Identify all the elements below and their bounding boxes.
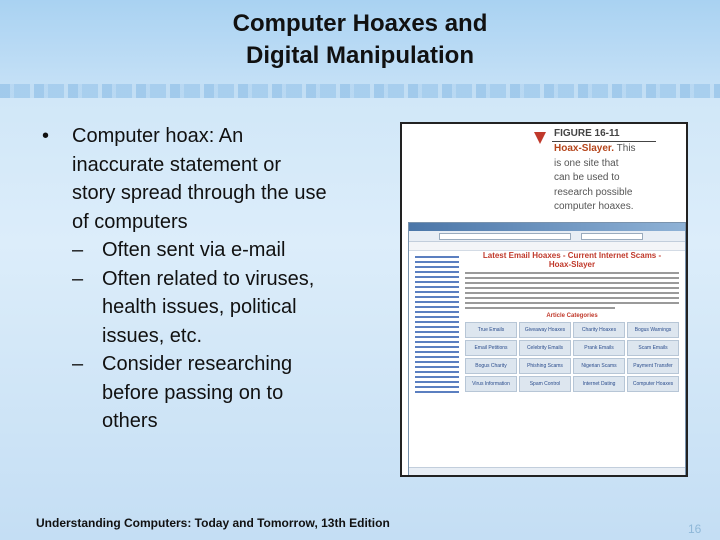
category-link: Computer Hoaxes bbox=[627, 376, 679, 392]
bullet-line: story spread through the use bbox=[72, 182, 327, 204]
category-link: Bogus Warnings bbox=[627, 322, 679, 338]
site-main-content bbox=[465, 251, 679, 392]
category-link: True Emails bbox=[465, 322, 517, 338]
category-heading: Article Categories bbox=[546, 313, 598, 319]
category-link: Phishing Scams bbox=[519, 358, 571, 374]
bullet-line: Often sent via e-mail bbox=[102, 239, 286, 261]
browser-address-bar bbox=[409, 231, 685, 242]
figure-caption-bold: Hoax-Slayer. bbox=[554, 143, 615, 154]
category-link: Scam Emails bbox=[627, 340, 679, 356]
category-link: Charity Hoaxes bbox=[573, 322, 625, 338]
bullet-line: health issues, political bbox=[102, 296, 297, 318]
category-link: Celebrity Emails bbox=[519, 340, 571, 356]
bullet-line: Often related to viruses, bbox=[102, 267, 315, 290]
page-number: 16 bbox=[688, 522, 702, 536]
figure-screenshot bbox=[400, 122, 688, 477]
figure-number: FIGURE 16-11 bbox=[554, 128, 620, 139]
figure-caption-line-4: research possible bbox=[554, 186, 633, 198]
category-link: Prank Emails bbox=[573, 340, 625, 356]
slide-title-line-2: Digital Manipulation bbox=[246, 42, 474, 69]
category-link: Virus Information bbox=[465, 376, 517, 392]
browser-url-field bbox=[439, 233, 571, 240]
sub-bullet-item bbox=[40, 236, 380, 265]
sub-bullet-item bbox=[40, 350, 380, 436]
site-sidebar-links bbox=[415, 253, 459, 396]
browser-window-thumbnail bbox=[408, 222, 686, 476]
slide-title bbox=[0, 8, 720, 72]
bullet-line: inaccurate statement or bbox=[72, 153, 281, 176]
browser-toolbar bbox=[409, 242, 685, 251]
decorative-strip bbox=[0, 84, 720, 98]
category-grid bbox=[465, 322, 679, 392]
bullet-list bbox=[40, 122, 380, 436]
figure-caption-line-1 bbox=[554, 142, 666, 157]
browser-status-bar bbox=[409, 467, 685, 475]
category-link: Nigerian Scams bbox=[573, 358, 625, 374]
figure-caption-line-1-rest: This bbox=[614, 143, 636, 154]
site-title-line-1: Latest Email Hoaxes - Current Internet Scams - bbox=[482, 251, 662, 260]
figure-caption-line-3: can be used to bbox=[554, 172, 620, 183]
bullet-line: Consider researching bbox=[102, 353, 293, 375]
bullet-item bbox=[40, 122, 380, 236]
category-link: Spam Control bbox=[519, 376, 571, 392]
site-title-line-2: Hoax-Slayer bbox=[548, 260, 596, 269]
bullet-marker: • bbox=[42, 125, 50, 147]
site-title bbox=[465, 251, 679, 269]
category-link: Bogus Charity bbox=[465, 358, 517, 374]
bullet-line: before passing on to bbox=[102, 381, 284, 404]
figure-caption bbox=[554, 142, 666, 215]
category-link: Giveaway Hoaxes bbox=[519, 322, 571, 338]
figure-caption-line-2: is one site that bbox=[554, 157, 619, 169]
bullet-line: others bbox=[102, 410, 158, 432]
category-link: Internet Dating bbox=[573, 376, 625, 392]
footer-text: Understanding Computers: Today and Tomorrow, 13th Edition bbox=[36, 516, 390, 530]
category-link: Payment Transfer bbox=[627, 358, 679, 374]
dash-marker: – bbox=[72, 267, 84, 290]
dash-marker: – bbox=[72, 353, 84, 375]
figure-caption-line-5: computer hoaxes. bbox=[554, 201, 634, 212]
bullet-line: issues, etc. bbox=[102, 324, 203, 347]
slide-title-line-1: Computer Hoaxes and bbox=[232, 10, 488, 37]
bullet-line: Computer hoax: An bbox=[72, 125, 244, 147]
site-intro-paragraph bbox=[465, 272, 679, 309]
sub-bullet-item bbox=[40, 265, 380, 351]
browser-search-field bbox=[581, 233, 643, 240]
figure-logo-icon bbox=[534, 132, 546, 144]
bullet-line: of computers bbox=[72, 210, 188, 233]
dash-marker: – bbox=[72, 239, 84, 261]
category-link: Email Petitions bbox=[465, 340, 517, 356]
browser-title-bar bbox=[409, 223, 685, 231]
